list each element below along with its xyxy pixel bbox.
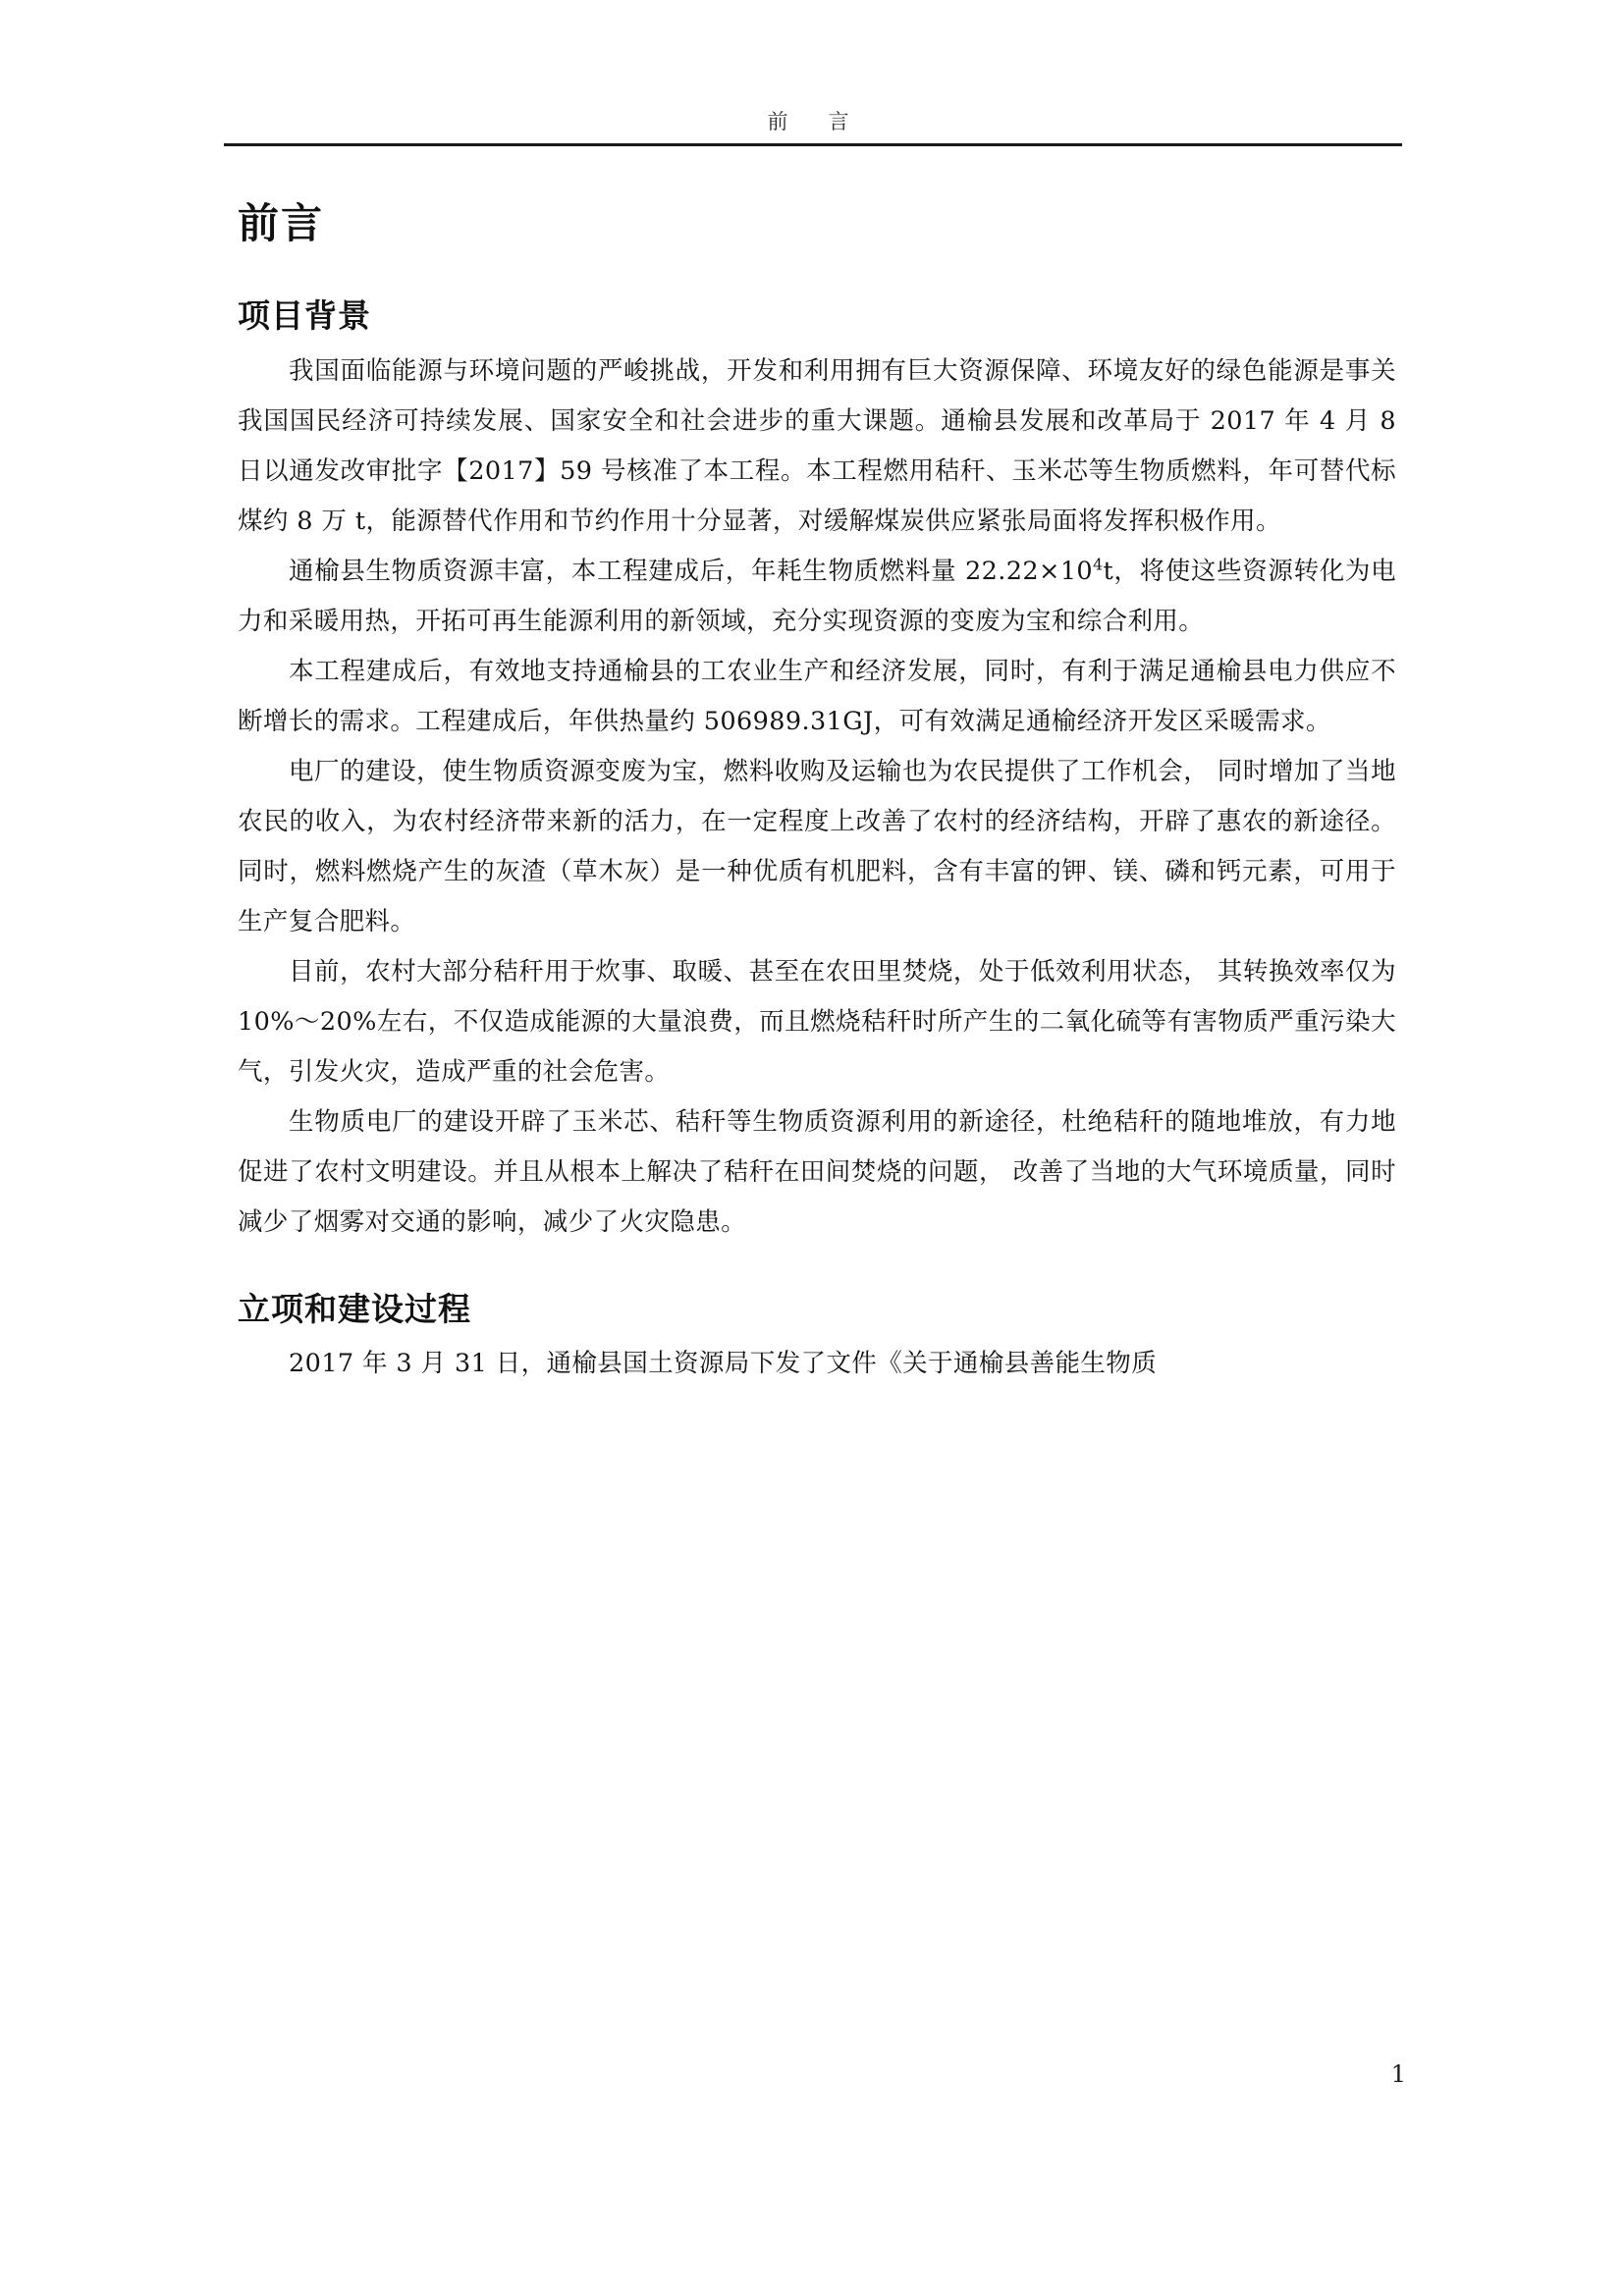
header-divider — [224, 143, 1402, 146]
running-header: 前 言 — [767, 110, 859, 133]
section-heading-project-background: 项目背景 — [238, 296, 371, 335]
paragraph: 本工程建成后，有效地支持通榆县的工农业生产和经济发展，同时，有利于满足通榆县电力供应不断增长的需求。工程建成后，年供热量约 506989.31GJ，可有效满足通榆经济开发区采暖需求。 — [238, 656, 1396, 736]
section-heading-approval-and-construction: 立项和建设过程 — [238, 1289, 471, 1328]
document-body — [238, 192, 1396, 1389]
paragraph: 2017 年 3 月 31 日，通榆县国土资源局下发了文件《关于通榆县善能生物质 — [289, 1349, 1158, 1378]
page-title: 前言 — [238, 199, 325, 247]
paragraph: 我国面临能源与环境问题的严峻挑战，开发和利用拥有巨大资源保障、环境友好的绿色能源是事关我国国民经济可持续发展、国家安全和社会进步的重大课题。通榆县发展和改革局于 2017 年 4 月 8 日以通发改审批字【2017】59 号核准了本工程。本工程燃用秸秆、玉米芯等生物质燃料，年可替代标煤约 8 万 t，能源替代作用和节约作用十分显著，对缓解煤炭供应紧张局面将发挥积极作用。 — [238, 355, 1396, 536]
paragraph: 生物质电厂的建设开辟了玉米芯、秸秆等生物质资源利用的新途径，杜绝秸秆的随地堆放，有力地促进了农村文明建设。并且从根本上解决了秸秆在田间焚烧的问题， 改善了当地的大气环境质量，同时减少了烟雾对交通的影响，减少了火灾隐患。 — [238, 1106, 1396, 1237]
page-number: 1 — [1390, 2060, 1406, 2088]
paragraph: 电厂的建设，使生物质资源变废为宝，燃料收购及运输也为农民提供了工作机会， 同时增加了当地农民的收入，为农村经济带来新的活力，在一定程度上改善了农村的经济结构，开辟了惠农的新途径。同时，燃料燃烧产生的灰渣（草木灰）是一种优质有机肥料，含有丰富的钾、镁、磷和钙元素，可用于生产复合肥料。 — [238, 756, 1396, 936]
paragraph: 目前，农村大部分秸秆用于炊事、取暖、甚至在农田里焚烧，处于低效利用状态， 其转换效率仅为 10%～20%左右，不仅造成能源的大量浪费，而且燃烧秸秆时所产生的二氧化硫等有害物质严重污染大气，引发火灾，造成严重的社会危害。 — [238, 956, 1396, 1087]
paragraph: 通榆县生物质资源丰富，本工程建成后，年耗生物质燃料量 $22.22\times 10^4t$，将使这些资源转化为电力和采暖用热，开拓可再生能源利用的新领域，充分实现资源的变废为宝和综合利用。 — [238, 555, 1396, 636]
